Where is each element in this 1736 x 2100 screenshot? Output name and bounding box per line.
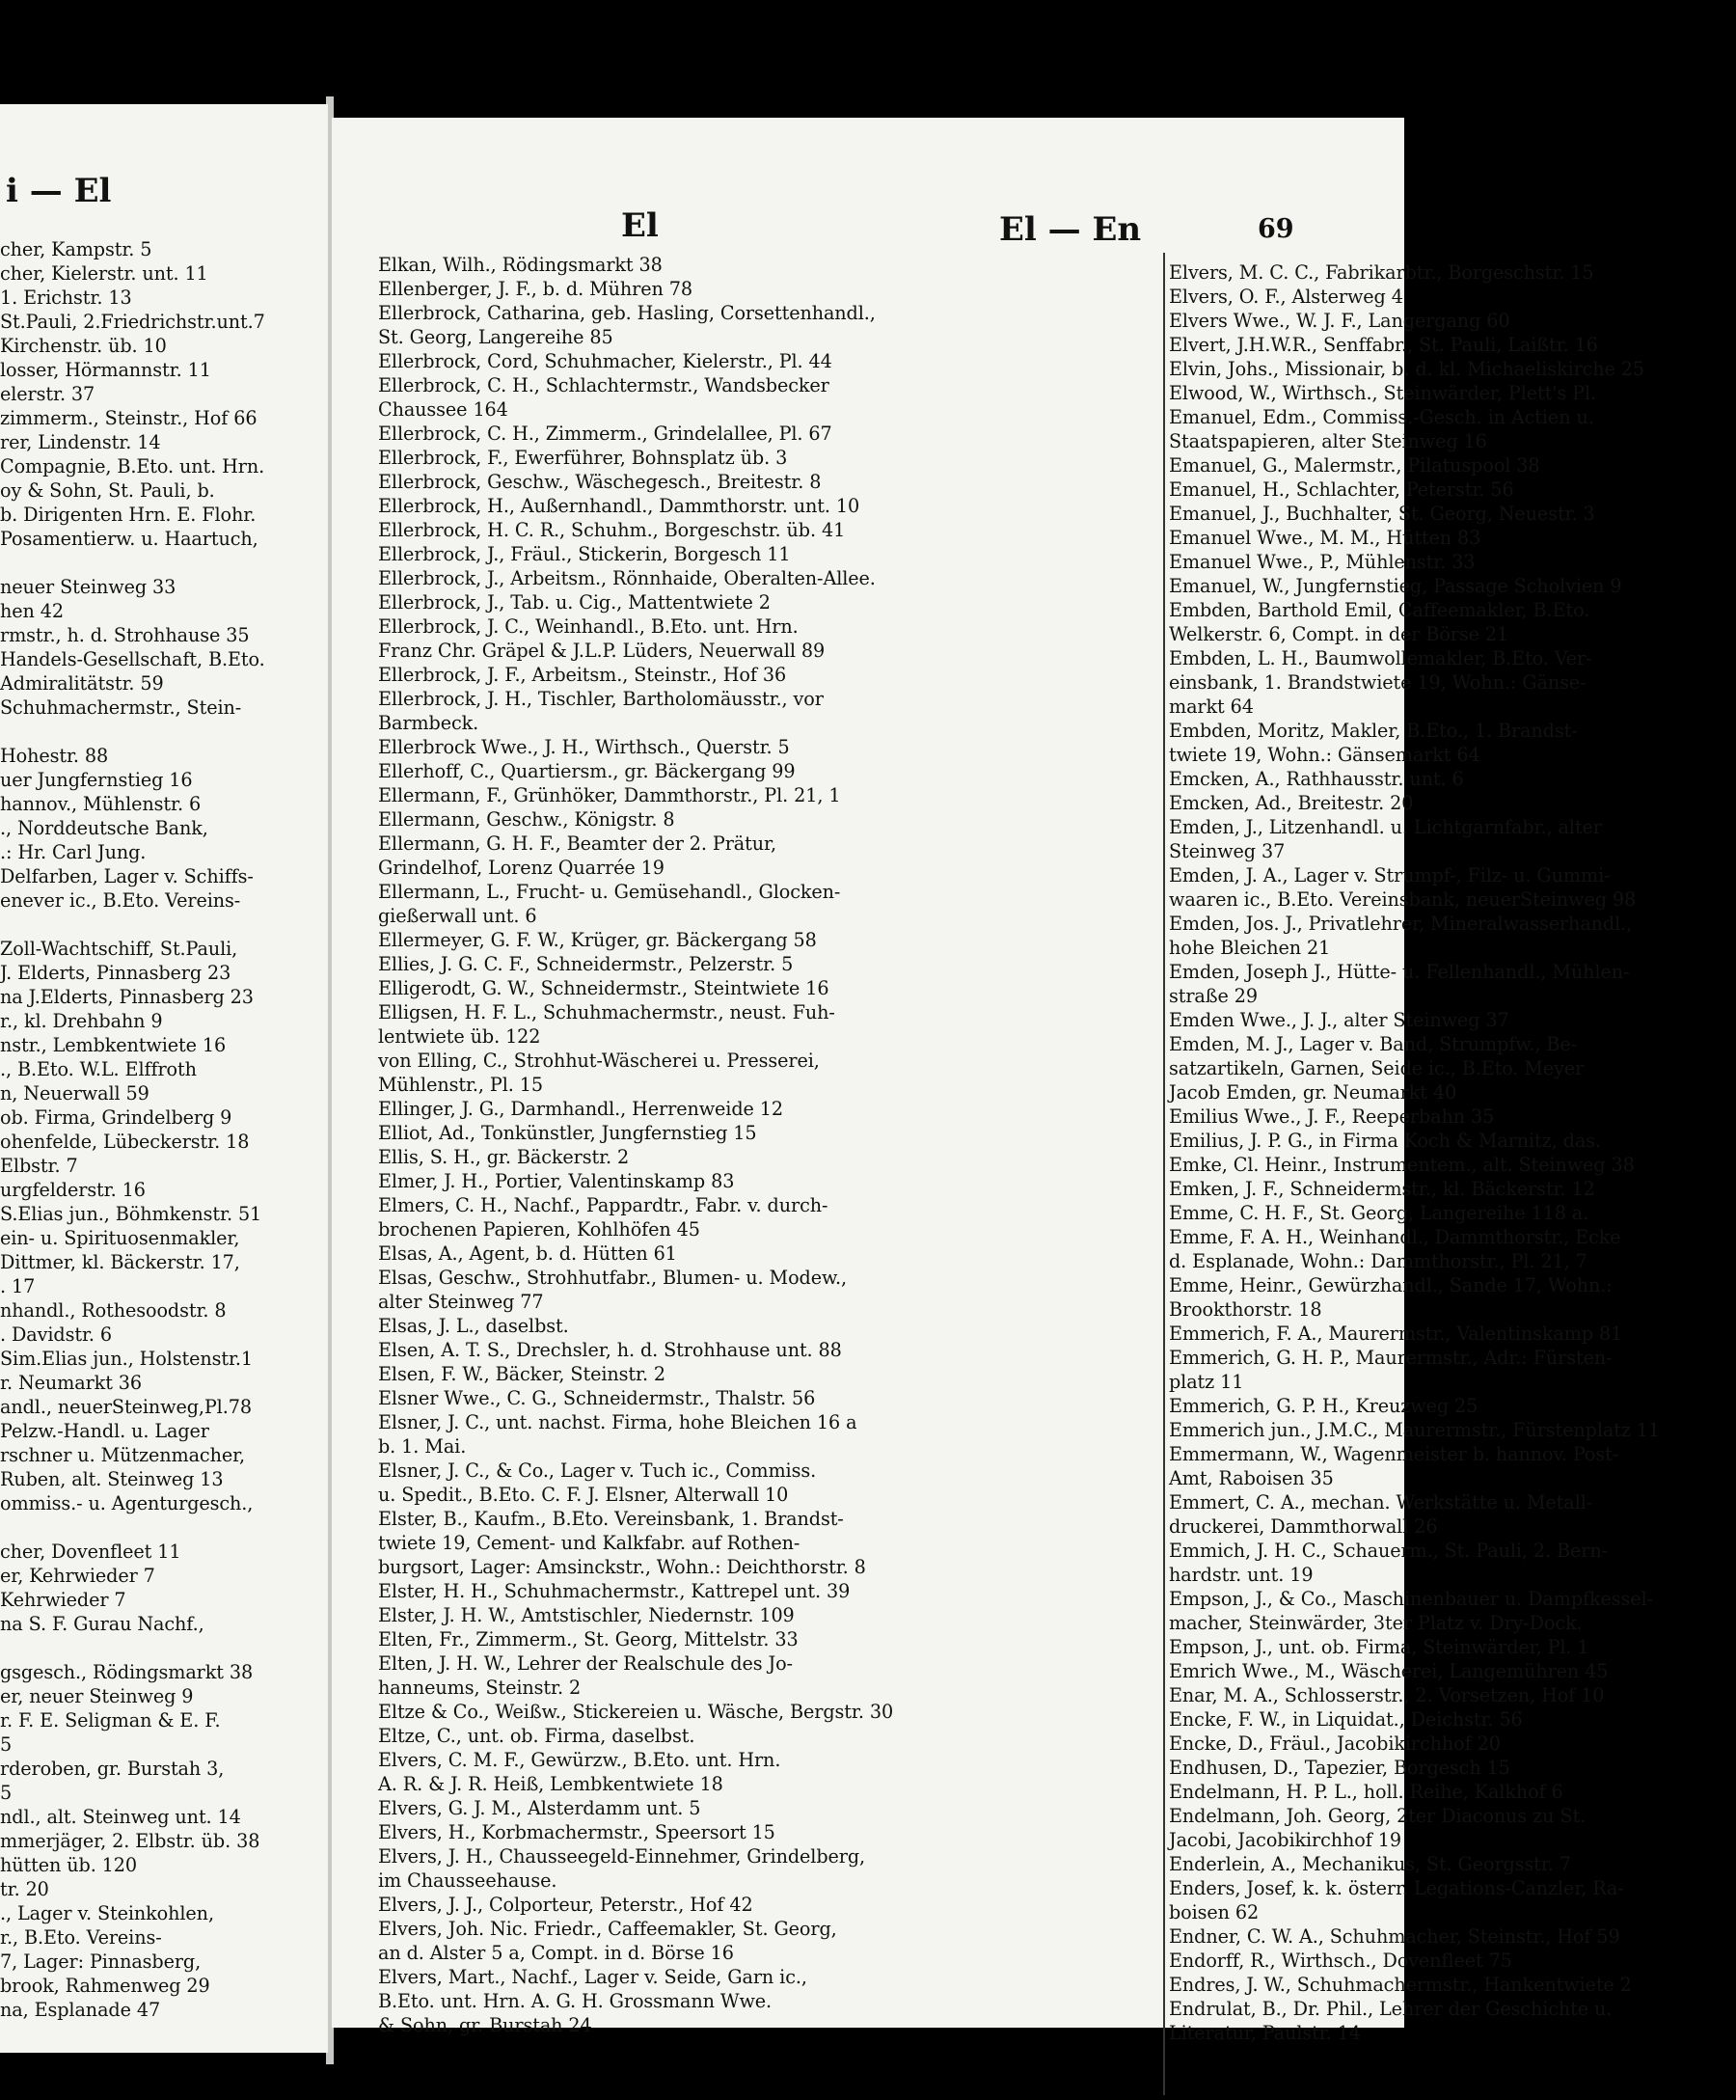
directory-line: platz 11 xyxy=(1169,1371,1244,1393)
directory-line: Literatur, Paulstr. 14 xyxy=(1169,2022,1361,2044)
directory-line: d. Esplanade, Wohn.: Dammthorstr., Pl. 21, 7 xyxy=(1169,1250,1587,1272)
directory-line: waaren ic., B.Eto. Vereinsbank, neuerSteinweg 98 xyxy=(1169,888,1637,911)
directory-line: Ellermann, L., Frucht- u. Gemüsehandl., Glocken- xyxy=(378,881,841,903)
directory-line: oy & Sohn, St. Pauli, b. xyxy=(0,479,215,502)
directory-line: Emden, J., Litzenhandl. u. Lichtgarnfabr., alter xyxy=(1169,816,1602,838)
directory-line: Zoll-Wachtschiff, St.Pauli, xyxy=(0,938,238,960)
directory-line: na, Esplanade 47 xyxy=(0,1999,161,2021)
directory-line: Emmerich, F. A., Maurermstr., Valentinskamp 81 xyxy=(1169,1323,1623,1345)
directory-line: Jacobi, Jacobikirchhof 19 xyxy=(1169,1829,1401,1851)
directory-line: Emilius, J. P. G., in Firma Koch & Marnitz, das. xyxy=(1169,1130,1601,1152)
directory-line: Emilius Wwe., J. F., Reeperbahn 35 xyxy=(1169,1105,1495,1128)
directory-line: Elliot, Ad., Tonkünstler, Jungfernstieg 15 xyxy=(378,1122,757,1144)
directory-line: na S. F. Gurau Nachf., xyxy=(0,1613,204,1635)
directory-line: hohe Bleichen 21 xyxy=(1169,937,1331,959)
directory-line: Endres, J. W., Schuhmachermstr., Hankentwiete 2 xyxy=(1169,1974,1632,1996)
directory-line: losser, Hörmannstr. 11 xyxy=(0,359,211,381)
directory-line: Ellies, J. G. C. F., Schneidermstr., Pelzerstr. 5 xyxy=(378,953,794,975)
directory-line xyxy=(0,720,324,744)
directory-line: Enar, M. A., Schlosserstr., 2. Vorsetzen, Hof 10 xyxy=(1169,1684,1605,1706)
directory-line: Ellerbrock, J., Fräul., Stickerin, Borgesch 11 xyxy=(378,543,791,565)
directory-line: Elvert, J.H.W.R., Senffabr., St. Pauli, Laißtr. 16 xyxy=(1169,334,1598,356)
directory-line: cher, Kielerstr. unt. 11 xyxy=(0,262,208,285)
directory-line: Staatspapieren, alter Steinweg 16 xyxy=(1169,430,1487,452)
directory-line: im Chausseehause. xyxy=(378,1869,557,1892)
directory-line: ommiss.- u. Agenturgesch., xyxy=(0,1492,254,1514)
directory-column-1 xyxy=(378,253,926,2037)
directory-line xyxy=(0,1636,324,1660)
directory-line: Emcken, Ad., Breitestr. 20 xyxy=(1169,792,1414,814)
directory-line: Endner, C. W. A., Schuhmacher, Steinstr., Hof 59 xyxy=(1169,1925,1620,1948)
directory-line: Amt, Raboisen 35 xyxy=(1169,1467,1334,1489)
directory-line: Ellerbrock, Cord, Schuhmacher, Kielerstr., Pl. 44 xyxy=(378,350,832,372)
directory-line: Empson, J., & Co., Maschinenbauer u. Dampfkessel- xyxy=(1169,1588,1653,1610)
directory-line: St.Pauli, 2.Friedrichstr.unt.7 xyxy=(0,311,265,333)
directory-line: urgfelderstr. 16 xyxy=(0,1179,146,1201)
directory-line: markt 64 xyxy=(1169,695,1254,718)
directory-line: S.Elias jun., Böhmkenstr. 51 xyxy=(0,1203,262,1225)
directory-line: Kirchenstr. üb. 10 xyxy=(0,335,167,357)
directory-line: er, neuer Steinweg 9 xyxy=(0,1685,194,1707)
directory-line: elerstr. 37 xyxy=(0,383,95,405)
directory-line: Elten, Fr., Zimmerm., St. Georg, Mittelstr. 33 xyxy=(378,1628,799,1650)
directory-line: Elvers, M. C. C., Fabrikarbtr., Borgeschstr. 15 xyxy=(1169,261,1594,284)
directory-line: tr. 20 xyxy=(0,1878,49,1900)
directory-line: Embden, Moritz, Makler, B.Eto., 1. Brandst- xyxy=(1169,720,1578,742)
directory-line: Elsner Wwe., C. G., Schneidermstr., Thalstr. 56 xyxy=(378,1387,816,1409)
directory-line: uer Jungfernstieg 16 xyxy=(0,769,193,791)
directory-line: nstr., Lembkentwiete 16 xyxy=(0,1034,227,1056)
directory-line: Ellerbrock, J., Arbeitsm., Rönnhaide, Oberalten-Allee. xyxy=(378,567,876,589)
directory-line: enever ic., B.Eto. Vereins- xyxy=(0,889,241,912)
directory-line: u. Spedit., B.Eto. C. F. J. Elsner, Alterwall 10 xyxy=(378,1484,789,1506)
directory-line: Ellermann, F., Grünhöker, Dammthorstr., Pl. 21, 1 xyxy=(378,784,841,806)
directory-line: Emanuel, W., Jungfernstieg, Passage Scholvien 9 xyxy=(1169,575,1622,597)
directory-line: Elvers, J. J., Colporteur, Peterstr., Hof 42 xyxy=(378,1894,753,1916)
directory-line: Ellerbrock, J. C., Weinhandl., B.Eto. unt. Hrn. xyxy=(378,615,799,638)
directory-line: b. Dirigenten Hrn. E. Flohr. xyxy=(0,504,257,526)
directory-line: Endelmann, Joh. Georg, 2ter Diaconus zu St. xyxy=(1169,1805,1587,1827)
directory-line: twiete 19, Wohn.: Gänsemarkt 64 xyxy=(1169,744,1480,766)
directory-line: 1. Erichstr. 13 xyxy=(0,286,132,309)
directory-line: Dittmer, kl. Bäckerstr. 17, xyxy=(0,1251,240,1273)
directory-line: Steinweg 37 xyxy=(1169,840,1286,862)
directory-line: Endhusen, D., Tapezier, Borgesch 15 xyxy=(1169,1757,1510,1779)
directory-line: r. Neumarkt 36 xyxy=(0,1372,143,1394)
directory-line: Delfarben, Lager v. Schiffs- xyxy=(0,865,254,887)
directory-line: burgsort, Lager: Amsinckstr., Wohn.: Deichthorstr. 8 xyxy=(378,1556,866,1578)
directory-line: Elkan, Wilh., Rödingsmarkt 38 xyxy=(378,254,663,276)
directory-line: Emke, Cl. Heinr., Instrumentem., alt. Steinweg 38 xyxy=(1169,1154,1635,1176)
directory-line: Elvers Wwe., W. J. F., Langergang 60 xyxy=(1169,310,1510,332)
directory-line: & Sohn, gr. Burstah 24 xyxy=(378,2014,592,2036)
directory-line: Emmerich, G. P. H., Kreuzweg 25 xyxy=(1169,1395,1478,1417)
right-page xyxy=(332,118,1661,2044)
directory-line: hardstr. unt. 19 xyxy=(1169,1564,1314,1586)
directory-line: Ellerhoff, C., Quartiersm., gr. Bäckergang 99 xyxy=(378,760,796,782)
directory-line xyxy=(0,913,324,937)
directory-line: Emmerich jun., J.M.C., Maurermstr., Fürstenplatz 11 xyxy=(1169,1419,1661,1441)
directory-line: Barmbeck. xyxy=(378,712,479,734)
directory-line: er, Kehrwieder 7 xyxy=(0,1565,155,1587)
directory-line: Ellerbrock, Geschw., Wäschegesch., Breitestr. 8 xyxy=(378,471,822,493)
directory-line: r., kl. Drehbahn 9 xyxy=(0,1010,163,1032)
directory-line: Elligerodt, G. W., Schneidermstr., Steintwiete 16 xyxy=(378,977,829,999)
directory-line: 7, Lager: Pinnasberg, xyxy=(0,1950,202,1973)
column-rule xyxy=(1163,253,1165,2095)
directory-line: Elsas, A., Agent, b. d. Hütten 61 xyxy=(378,1242,677,1265)
directory-line: rderoben, gr. Burstah 3, xyxy=(0,1758,225,1780)
directory-line: Elster, B., Kaufm., B.Eto. Vereinsbank, 1. Brandst- xyxy=(378,1508,844,1530)
directory-line: nhandl., Rothesoodstr. 8 xyxy=(0,1299,227,1322)
directory-line: zimmerm., Steinstr., Hof 66 xyxy=(0,407,258,429)
directory-line: Elster, J. H. W., Amtstischler, Niedernstr. 109 xyxy=(378,1604,795,1626)
directory-line: Emanuel, H., Schlachter, Peterstr. 56 xyxy=(1169,478,1514,501)
directory-line: Emken, J. F., Schneidermstr., kl. Bäckerstr. 12 xyxy=(1169,1178,1595,1200)
directory-line xyxy=(0,551,324,575)
directory-line: 5 xyxy=(0,1782,13,1804)
directory-line: Endelmann, H. P. L., holl. Reihe, Kalkhof 6 xyxy=(1169,1781,1563,1803)
left-page xyxy=(0,104,328,2053)
directory-line: Ellerbrock Wwe., J. H., Wirthsch., Querstr. 5 xyxy=(378,736,790,758)
directory-line: ndl., alt. Steinweg unt. 14 xyxy=(0,1806,241,1828)
right-running-head-right: El — En xyxy=(999,210,1142,249)
directory-line: an d. Alster 5 a, Compt. in d. Börse 16 xyxy=(378,1942,734,1964)
directory-line: gießerwall unt. 6 xyxy=(378,905,537,927)
directory-line xyxy=(0,1515,324,1540)
directory-line: Emden, J. A., Lager v. Strumpf-, Filz- u. Gummi- xyxy=(1169,864,1611,886)
directory-line: r. F. E. Seligman & E. F. xyxy=(0,1709,221,1732)
directory-line: Empson, J., unt. ob. Firma, Steinwärder, Pl. 1 xyxy=(1169,1636,1589,1658)
directory-line: ., Lager v. Steinkohlen, xyxy=(0,1902,214,1924)
directory-line: straße 29 xyxy=(1169,985,1258,1007)
directory-line: . Davidstr. 6 xyxy=(0,1323,113,1346)
directory-line: brook, Rahmenweg 29 xyxy=(0,1975,210,1997)
directory-line: Elvers, Joh. Nic. Friedr., Caffeemakler, St. Georg, xyxy=(378,1918,837,1940)
directory-line: Posamentierw. u. Haartuch, xyxy=(0,528,258,550)
directory-line: Endorff, R., Wirthsch., Dovenfleet 75 xyxy=(1169,1950,1512,1972)
directory-line: J. Elderts, Pinnasberg 23 xyxy=(0,962,231,984)
directory-line: hen 42 xyxy=(0,600,64,622)
directory-line: brochenen Papieren, Kohlhöfen 45 xyxy=(378,1218,700,1241)
directory-line: gsgesch., Rödingsmarkt 38 xyxy=(0,1661,254,1683)
directory-line: Emrich Wwe., M., Wäscherei, Langemühren 45 xyxy=(1169,1660,1609,1682)
directory-line: Elvers, O. F., Alsterweg 4 xyxy=(1169,286,1403,308)
directory-line: Franz Chr. Gräpel & J.L.P. Lüders, Neuerwall 89 xyxy=(378,640,826,662)
directory-line: Elsner, J. C., unt. nachst. Firma, hohe Bleichen 16 a xyxy=(378,1411,857,1433)
directory-line: lentwiete üb. 122 xyxy=(378,1025,541,1048)
directory-line: rer, Lindenstr. 14 xyxy=(0,431,161,453)
directory-line: ., B.Eto. W.L. Elffroth xyxy=(0,1058,197,1080)
directory-line: neuer Steinweg 33 xyxy=(0,576,176,598)
left-running-head: i — El xyxy=(6,172,112,210)
directory-line: boisen 62 xyxy=(1169,1901,1260,1923)
directory-line: Elmer, J. H., Portier, Valentinskamp 83 xyxy=(378,1170,735,1192)
directory-line: Elsas, Geschw., Strohhutfabr., Blumen- u. Modew., xyxy=(378,1267,848,1289)
directory-line: Elligsen, H. F. L., Schuhmachermstr., neust. Fuh- xyxy=(378,1001,835,1023)
directory-line: Welkerstr. 6, Compt. in der Börse 21 xyxy=(1169,623,1509,645)
directory-line: Elvin, Johs., Missionair, b. d. kl. Michaeliskirche 25 xyxy=(1169,358,1645,380)
directory-line: Kehrwieder 7 xyxy=(0,1589,126,1611)
directory-line: Ellermann, Geschw., Königstr. 8 xyxy=(378,808,675,831)
directory-line: Emme, C. H. F., St. Georg, Langereihe 118 a. xyxy=(1169,1202,1589,1224)
directory-line: Brookthorstr. 18 xyxy=(1169,1298,1322,1321)
directory-line: Elvers, Mart., Nachf., Lager v. Seide, Garn ic., xyxy=(378,1966,807,1988)
directory-line: Chaussee 164 xyxy=(378,398,508,421)
left-column xyxy=(0,237,324,2022)
directory-line: Grindelhof, Lorenz Quarrée 19 xyxy=(378,857,665,879)
directory-line: .: Hr. Carl Jung. xyxy=(0,841,147,863)
directory-line: rmstr., h. d. Strohhause 35 xyxy=(0,624,250,646)
directory-line: Encke, D., Fräul., Jacobikirchhof 20 xyxy=(1169,1732,1501,1755)
directory-line: Ellerbrock, C. H., Schlachtermstr., Wandsbecker xyxy=(378,374,829,396)
directory-line: Handels-Gesellschaft, B.Eto. xyxy=(0,648,265,670)
directory-line: cher, Dovenfleet 11 xyxy=(0,1541,181,1563)
directory-line: rschner u. Mützenmacher, xyxy=(0,1444,246,1466)
directory-line: druckerei, Dammthorwall 26 xyxy=(1169,1515,1438,1538)
directory-line: satzartikeln, Garnen, Seide ic., B.Eto. Meyer xyxy=(1169,1057,1585,1079)
directory-line: Elvers, C. M. F., Gewürzw., B.Eto. unt. Hrn. xyxy=(378,1749,781,1771)
directory-line: Elster, H. H., Schuhmachermstr., Kattrepel unt. 39 xyxy=(378,1580,851,1602)
directory-line: Embden, Barthold Emil, Caffeemakler, B.Eto. xyxy=(1169,599,1590,621)
directory-line: Ellerbrock, J., Tab. u. Cig., Mattentwiete 2 xyxy=(378,591,771,614)
directory-column-2 xyxy=(1169,260,1736,2045)
directory-line: andl., neuerSteinweg,Pl.78 xyxy=(0,1396,252,1418)
directory-line: Emanuel, Edm., Commiss.-Gesch. in Actien u. xyxy=(1169,406,1594,428)
directory-line: Elsen, A. T. S., Drechsler, h. d. Strohhause unt. 88 xyxy=(378,1339,842,1361)
directory-line: twiete 19, Cement- und Kalkfabr. auf Rothen- xyxy=(378,1532,800,1554)
directory-line: Emden, M. J., Lager v. Band, Strumpfw., Be- xyxy=(1169,1033,1578,1055)
directory-line: Ellerbrock, J. H., Tischler, Bartholomäusstr., vor xyxy=(378,688,824,710)
directory-line: Enderlein, A., Mechanikus, St. Georgsstr. 7 xyxy=(1169,1853,1571,1875)
directory-line: Ellinger, J. G., Darmhandl., Herrenweide 12 xyxy=(378,1098,783,1120)
directory-line: von Elling, C., Strohhut-Wäscherei u. Presserei, xyxy=(378,1050,820,1072)
directory-line: Emanuel, J., Buchhalter, St. Georg, Neuestr. 3 xyxy=(1169,503,1595,525)
directory-line: Pelzw.-Handl. u. Lager xyxy=(0,1420,209,1442)
directory-line: A. R. & J. R. Heiß, Lembkentwiete 18 xyxy=(378,1773,723,1795)
directory-line: Emmert, C. A., mechan. Werkstätte u. Metall- xyxy=(1169,1491,1593,1514)
directory-line: ob. Firma, Grindelberg 9 xyxy=(0,1106,232,1129)
directory-line: Ellerbrock, C. H., Zimmerm., Grindelallee, Pl. 67 xyxy=(378,423,832,445)
directory-line: Eltze & Co., Weißw., Stickereien u. Wäsche, Bergstr. 30 xyxy=(378,1701,894,1723)
directory-line: Endrulat, B., Dr. Phil., Lehrer der Geschichte u. xyxy=(1169,1998,1613,2020)
directory-line: Ellenberger, J. F., b. d. Mühren 78 xyxy=(378,278,692,300)
directory-line: Ellerbrock, Catharina, geb. Hasling, Corsettenhandl., xyxy=(378,302,876,324)
directory-line: ohenfelde, Lübeckerstr. 18 xyxy=(0,1131,250,1153)
directory-line: Emanuel Wwe., P., Mühlenstr. 33 xyxy=(1169,551,1476,573)
directory-line: hanneums, Steinstr. 2 xyxy=(378,1677,582,1699)
directory-line: Enders, Josef, k. k. österr. Legations-Canzler, Ra- xyxy=(1169,1877,1624,1899)
directory-line: Hohestr. 88 xyxy=(0,745,109,767)
directory-line: r., B.Eto. Vereins- xyxy=(0,1926,162,1949)
directory-line: mmerjäger, 2. Elbstr. üb. 38 xyxy=(0,1830,260,1852)
directory-line: St. Georg, Langereihe 85 xyxy=(378,326,613,348)
directory-line: hannov., Mühlenstr. 6 xyxy=(0,793,202,815)
directory-line: Ellerbrock, J. F., Arbeitsm., Steinstr., Hof 36 xyxy=(378,664,787,686)
directory-line: n, Neuerwall 59 xyxy=(0,1082,149,1105)
directory-line: Jacob Emden, gr. Neumarkt 40 xyxy=(1169,1081,1457,1104)
directory-line: Emden, Joseph J., Hütte- u. Fellenhandl., Mühlen- xyxy=(1169,961,1630,983)
page-number: 69 xyxy=(1258,214,1294,244)
directory-line: Emme, F. A. H., Weinhandl., Dammthorstr., Ecke xyxy=(1169,1226,1621,1248)
directory-line: Emcken, A., Rathhausstr. unt. 6 xyxy=(1169,768,1464,790)
directory-line: Compagnie, B.Eto. unt. Hrn. xyxy=(0,455,265,477)
directory-line: Emden Wwe., J. J., alter Steinweg 37 xyxy=(1169,1009,1509,1031)
directory-line: Elsner, J. C., & Co., Lager v. Tuch ic., Commiss. xyxy=(378,1459,817,1482)
directory-line: Elwood, W., Wirthsch., Steinwärder, Plett's Pl. xyxy=(1169,382,1596,404)
directory-line: Embden, L. H., Baumwollemakler, B.Eto. Ver- xyxy=(1169,647,1592,669)
directory-line: Mühlenstr., Pl. 15 xyxy=(378,1074,543,1096)
directory-line: Elbstr. 7 xyxy=(0,1155,78,1177)
directory-line: Ruben, alt. Steinweg 13 xyxy=(0,1468,224,1490)
directory-line: Ellermeyer, G. F. W., Krüger, gr. Bäckergang 58 xyxy=(378,929,817,951)
directory-line: Elsen, F. W., Bäcker, Steinstr. 2 xyxy=(378,1363,666,1385)
directory-line: macher, Steinwärder, 3ter Platz v. Dry-Dock. xyxy=(1169,1612,1583,1634)
directory-line: . 17 xyxy=(0,1275,36,1297)
directory-line: Ellis, S. H., gr. Bäckerstr. 2 xyxy=(378,1146,630,1168)
directory-line: Elvers, G. J. M., Alsterdamm unt. 5 xyxy=(378,1797,701,1819)
directory-line: Ellerbrock, F., Ewerführer, Bohnsplatz üb. 3 xyxy=(378,447,788,469)
directory-line: b. 1. Mai. xyxy=(378,1435,467,1458)
directory-line: Elsas, J. L., daselbst. xyxy=(378,1315,569,1337)
directory-line: Ellermann, G. H. F., Beamter der 2. Prätur, xyxy=(378,832,776,855)
directory-line: na J.Elderts, Pinnasberg 23 xyxy=(0,986,254,1008)
directory-line: Emden, Jos. J., Privatlehrer, Mineralwasserhandl., xyxy=(1169,913,1633,935)
directory-line: alter Steinweg 77 xyxy=(378,1291,544,1313)
directory-line: Encke, F. W., in Liquidat., Deichstr. 56 xyxy=(1169,1708,1523,1731)
directory-line: 5 xyxy=(0,1733,13,1756)
directory-line: einsbank, 1. Brandstwiete 19, Wohn.: Gänse- xyxy=(1169,671,1587,694)
directory-line: ein- u. Spirituosenmakler, xyxy=(0,1227,240,1249)
directory-line: Emme, Heinr., Gewürzhandl., Sande 17, Wohn.: xyxy=(1169,1274,1613,1296)
directory-line: Elvers, H., Korbmachermstr., Speersort 15 xyxy=(378,1821,775,1843)
directory-line: Admiralitätstr. 59 xyxy=(0,672,164,695)
right-running-head-center: El xyxy=(621,206,659,245)
directory-line: Sim.Elias jun., Holstenstr.1 xyxy=(0,1348,254,1370)
directory-line: hütten üb. 120 xyxy=(0,1854,138,1876)
directory-line: Emanuel Wwe., M. M., Hütten 83 xyxy=(1169,527,1481,549)
directory-line: Ellerbrock, H., Außernhandl., Dammthorstr. unt. 10 xyxy=(378,495,860,517)
directory-line: Elten, J. H. W., Lehrer der Realschule des Jo- xyxy=(378,1652,793,1675)
directory-line: Elmers, C. H., Nachf., Pappardtr., Fabr. v. durch- xyxy=(378,1194,828,1216)
directory-line: cher, Kampstr. 5 xyxy=(0,238,152,260)
directory-line: Elvers, J. H., Chausseegeld-Einnehmer, Grindelberg, xyxy=(378,1845,866,1868)
directory-line: Schuhmachermstr., Stein- xyxy=(0,696,242,719)
directory-line: Emmerich, G. H. P., Maurermstr., Adr.: Fürsten- xyxy=(1169,1347,1613,1369)
directory-line: Emmich, J. H. C., Schauerm., St. Pauli, 2. Bern- xyxy=(1169,1540,1608,1562)
directory-line: B.Eto. unt. Hrn. A. G. H. Grossmann Wwe. xyxy=(378,1990,773,2012)
directory-line: Eltze, C., unt. ob. Firma, daselbst. xyxy=(378,1725,695,1747)
directory-line: Emanuel, G., Malermstr., Pilatuspool 38 xyxy=(1169,454,1540,477)
directory-line: Ellerbrock, H. C. R., Schuhm., Borgeschstr. üb. 41 xyxy=(378,519,846,541)
directory-line: Emmermann, W., Wagenmeister b. hannov. Post- xyxy=(1169,1443,1619,1465)
directory-line: ., Norddeutsche Bank, xyxy=(0,817,208,839)
